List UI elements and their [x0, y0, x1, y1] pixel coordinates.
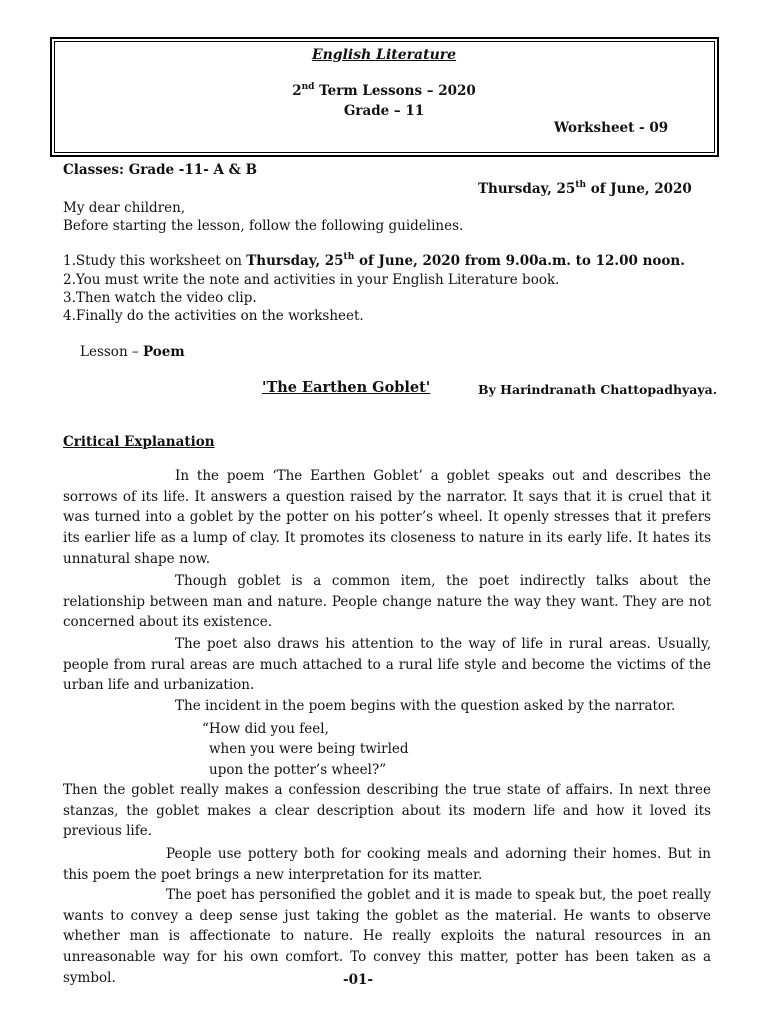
- quote-line-1: “How did you feel,: [202, 721, 329, 737]
- subject-title: English Literature: [311, 47, 457, 63]
- date-line: Thursday, 25th of June, 2020: [478, 180, 692, 197]
- guideline-2: 2.You must write the note and activities in your English Literature book.: [63, 272, 560, 288]
- term-line: 2nd Term Lessons – 2020: [292, 82, 476, 99]
- page-number: -01-: [343, 972, 373, 988]
- worksheet-number: Worksheet - 09: [554, 120, 669, 136]
- guideline-1: 1.Study this worksheet on Thursday, 25th of June, 2020 from 9.00a.m. to 12.00 noon.: [63, 252, 685, 269]
- section-heading: Critical Explanation: [63, 434, 215, 450]
- paragraph-7: The poet has personified the goblet and it is made to speak but, the poet really wants to convey a deep sense just taking the goblet as the material. He wants to observe whether man is affectionate to nature. He really exploits the natural resources in an unreasonable way for his own comfort. To convey this matter, potter has been taken as a symbol.: [63, 887, 711, 986]
- lesson-line: Lesson – Poem: [80, 344, 185, 360]
- poem-author: By Harindranath Chattopadhyaya.: [478, 382, 718, 397]
- paragraph-3: The poet also draws his attention to the way of life in rural areas. Usually, people from rural areas are much attached to a rural life style and become the victims of the urban life and urbanization.: [63, 636, 711, 694]
- grade-line: Grade – 11: [343, 103, 425, 119]
- greeting: My dear children,: [63, 200, 186, 216]
- guideline-3: 3.Then watch the video clip.: [63, 290, 257, 306]
- guideline-4: 4.Finally do the activities on the worksheet.: [63, 308, 364, 324]
- quote-line-2: when you were being twirled: [209, 741, 409, 757]
- paragraph-1: In the poem ‘The Earthen Goblet’ a goblet speaks out and describes the sorrows of its life. It answers a question raised by the narrator. It says that it is cruel that it was turned into a goblet by the potter on his potter’s wheel. It openly stresses that it prefers its earlier life as a lump of clay. It promotes its closeness to nature in its early life. It hates its unnatural shape now.: [63, 468, 711, 567]
- quote-line-3: upon the potter’s wheel?”: [209, 762, 387, 778]
- poem-title: 'The Earthen Goblet': [262, 379, 431, 396]
- paragraph-6: People use pottery both for cooking meals and adorning their homes. But in this poem the poet brings a new interpretation for its matter.: [63, 846, 711, 883]
- intro-text: Before starting the lesson, follow the following guidelines.: [63, 218, 464, 234]
- classes-line: Classes: Grade -11- A & B: [63, 162, 257, 178]
- paragraph-5: Then the goblet really makes a confession describing the true state of affairs. In next three stanzas, the goblet makes a clear description about its modern life and how it loved its previous life.: [63, 782, 711, 840]
- paragraph-2: Though goblet is a common item, the poet indirectly talks about the relationship between man and nature. People change nature the way they want. They are not concerned about its existence.: [63, 573, 711, 631]
- paragraph-4: The incident in the poem begins with the question asked by the narrator.: [175, 698, 676, 714]
